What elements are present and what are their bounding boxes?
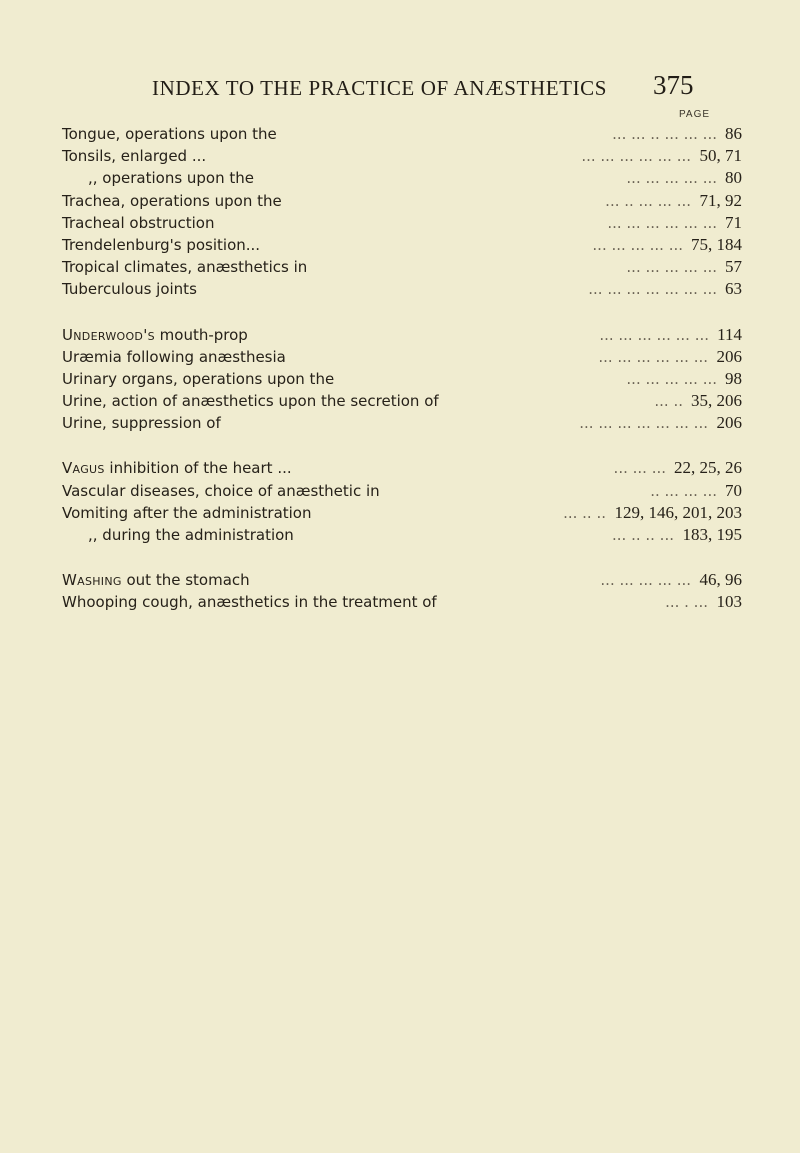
index-term bbox=[62, 346, 286, 368]
index-entry bbox=[62, 390, 742, 412]
dot-leader: ... ... ... ... ... ... ... bbox=[579, 414, 708, 433]
index-entry bbox=[62, 524, 742, 546]
index-term-text: Tuberculous joints bbox=[62, 280, 197, 299]
index-term-text: Whooping cough, anæsthetics in the treatment of bbox=[62, 593, 437, 612]
index-page-refs: 183, 195 bbox=[679, 524, 743, 546]
index-term-lead: Vagus bbox=[62, 459, 105, 478]
index-page-refs: 71, 92 bbox=[696, 190, 743, 212]
index-term bbox=[62, 278, 197, 300]
index-page-refs: 71 bbox=[721, 212, 742, 234]
index-page-refs: 46, 96 bbox=[696, 569, 743, 591]
index-term bbox=[62, 591, 437, 613]
index-term bbox=[62, 256, 307, 278]
index-section bbox=[62, 324, 742, 435]
index-section bbox=[62, 123, 742, 301]
index-term-text: Urinary organs, operations upon the bbox=[62, 369, 335, 388]
index-entry bbox=[62, 167, 742, 189]
index-term bbox=[88, 167, 254, 189]
index-entry bbox=[62, 123, 742, 145]
index-entry bbox=[62, 569, 742, 591]
index-term-text: inhibition of the heart ... bbox=[104, 459, 292, 478]
index-term-text: Tracheal obstruction bbox=[62, 213, 215, 232]
dot-leader: ... ... ... ... ... bbox=[592, 235, 683, 254]
index-term-text: out the stomach bbox=[121, 571, 250, 590]
index-term bbox=[62, 324, 248, 346]
index-term-text: Trachea, operations upon the bbox=[62, 191, 282, 210]
index-term-text: ,, during the administration bbox=[88, 526, 294, 544]
index-term-text: Vascular diseases, choice of anæsthetic in bbox=[62, 481, 380, 500]
index-term-text: Urine, suppression of bbox=[62, 414, 221, 433]
index-entry bbox=[62, 278, 742, 300]
index-term bbox=[62, 368, 334, 390]
dot-leader: ... .. ... ... ... bbox=[605, 191, 691, 210]
dot-leader: ... ... ... ... ... bbox=[600, 571, 691, 590]
index-page-refs: 70 bbox=[721, 480, 742, 502]
index-entry bbox=[62, 368, 742, 390]
index-term-text: Trendelenburg's position... bbox=[62, 235, 261, 254]
index-page-refs: 206 bbox=[713, 346, 743, 368]
index-section bbox=[62, 457, 742, 546]
page-column-label: PAGE bbox=[679, 109, 711, 120]
dot-leader: ... ... ... ... ... ... ... bbox=[588, 280, 717, 299]
page-header bbox=[0, 70, 800, 106]
index-entry bbox=[62, 190, 742, 212]
index-page-refs: 86 bbox=[721, 123, 742, 145]
index-page-refs: 35, 206 bbox=[687, 390, 742, 412]
index-term bbox=[62, 569, 250, 591]
dot-leader: ... ... ... bbox=[613, 459, 666, 478]
index-term-text: Tropical climates, anæsthetics in bbox=[62, 258, 308, 277]
index-term-text: Urine, action of anæsthetics upon the secretion of bbox=[62, 392, 439, 411]
index-page-refs: 75, 184 bbox=[687, 234, 742, 256]
dot-leader: ... . ... bbox=[665, 593, 708, 612]
index-page-refs: 103 bbox=[713, 591, 743, 613]
index-entry bbox=[62, 234, 742, 256]
index-term bbox=[62, 190, 282, 212]
index-section bbox=[62, 569, 742, 613]
dot-leader: ... .. bbox=[654, 392, 683, 411]
index-term-lead: Underwood's bbox=[62, 325, 155, 344]
index-page-refs: 129, 146, 201, 203 bbox=[611, 502, 743, 524]
index-term-text: Tongue, operations upon the bbox=[62, 125, 277, 143]
index-page-refs: 114 bbox=[713, 324, 742, 346]
index-term bbox=[62, 412, 221, 434]
index-term-text: mouth-prop bbox=[154, 325, 248, 344]
dot-leader: ... ... ... ... ... ... bbox=[581, 147, 691, 166]
index-entry bbox=[62, 480, 742, 502]
index-page-refs: 63 bbox=[721, 278, 742, 300]
index-term bbox=[62, 123, 277, 145]
index-term-text: Vomiting after the administration bbox=[62, 503, 312, 522]
index-page-refs: 98 bbox=[721, 368, 742, 390]
index-entry bbox=[62, 591, 742, 613]
index-term-text: Uræmia following anæsthesia bbox=[62, 347, 286, 366]
index-term bbox=[62, 457, 292, 479]
running-title: INDEX TO THE PRACTICE OF ANÆSTHETICS bbox=[152, 76, 608, 100]
index-term bbox=[88, 524, 294, 546]
index-entry bbox=[62, 324, 742, 346]
index-entries bbox=[62, 123, 742, 614]
index-term bbox=[62, 234, 260, 256]
dot-leader: ... .. .. ... bbox=[612, 526, 674, 544]
index-term bbox=[62, 390, 439, 412]
index-page-refs: 22, 25, 26 bbox=[670, 457, 742, 479]
dot-leader: ... .. .. bbox=[563, 503, 606, 522]
index-term bbox=[62, 480, 380, 502]
index-term-text: Tonsils, enlarged ... bbox=[62, 147, 207, 166]
dot-leader: ... ... ... ... ... ... bbox=[599, 325, 709, 344]
index-entry bbox=[62, 502, 742, 524]
dot-leader: .. ... ... ... bbox=[650, 481, 717, 500]
dot-leader: ... ... ... ... ... ... bbox=[598, 347, 708, 366]
index-term bbox=[62, 145, 206, 167]
dot-leader: ... ... ... ... ... bbox=[626, 369, 717, 388]
dot-leader: ... ... ... ... ... bbox=[626, 258, 717, 277]
index-term bbox=[62, 502, 312, 524]
index-entry bbox=[62, 457, 742, 479]
dot-leader: ... ... ... ... ... bbox=[626, 169, 717, 188]
page-number: 375 bbox=[653, 70, 694, 100]
dot-leader: ... ... .. ... ... ... bbox=[612, 125, 717, 143]
index-term-lead: Washing bbox=[62, 571, 122, 590]
index-page-refs: 57 bbox=[721, 256, 742, 278]
dot-leader: ... ... ... ... ... ... bbox=[607, 213, 717, 232]
index-term bbox=[62, 212, 214, 234]
index-entry bbox=[62, 212, 742, 234]
index-term-text: ,, operations upon the bbox=[88, 169, 255, 188]
index-page-refs: 206 bbox=[713, 412, 743, 434]
index-entry bbox=[62, 346, 742, 368]
index-page-refs: 50, 71 bbox=[696, 145, 743, 167]
index-page-refs: 80 bbox=[721, 167, 742, 189]
index-entry bbox=[62, 256, 742, 278]
index-entry bbox=[62, 412, 742, 434]
index-entry bbox=[62, 145, 742, 167]
